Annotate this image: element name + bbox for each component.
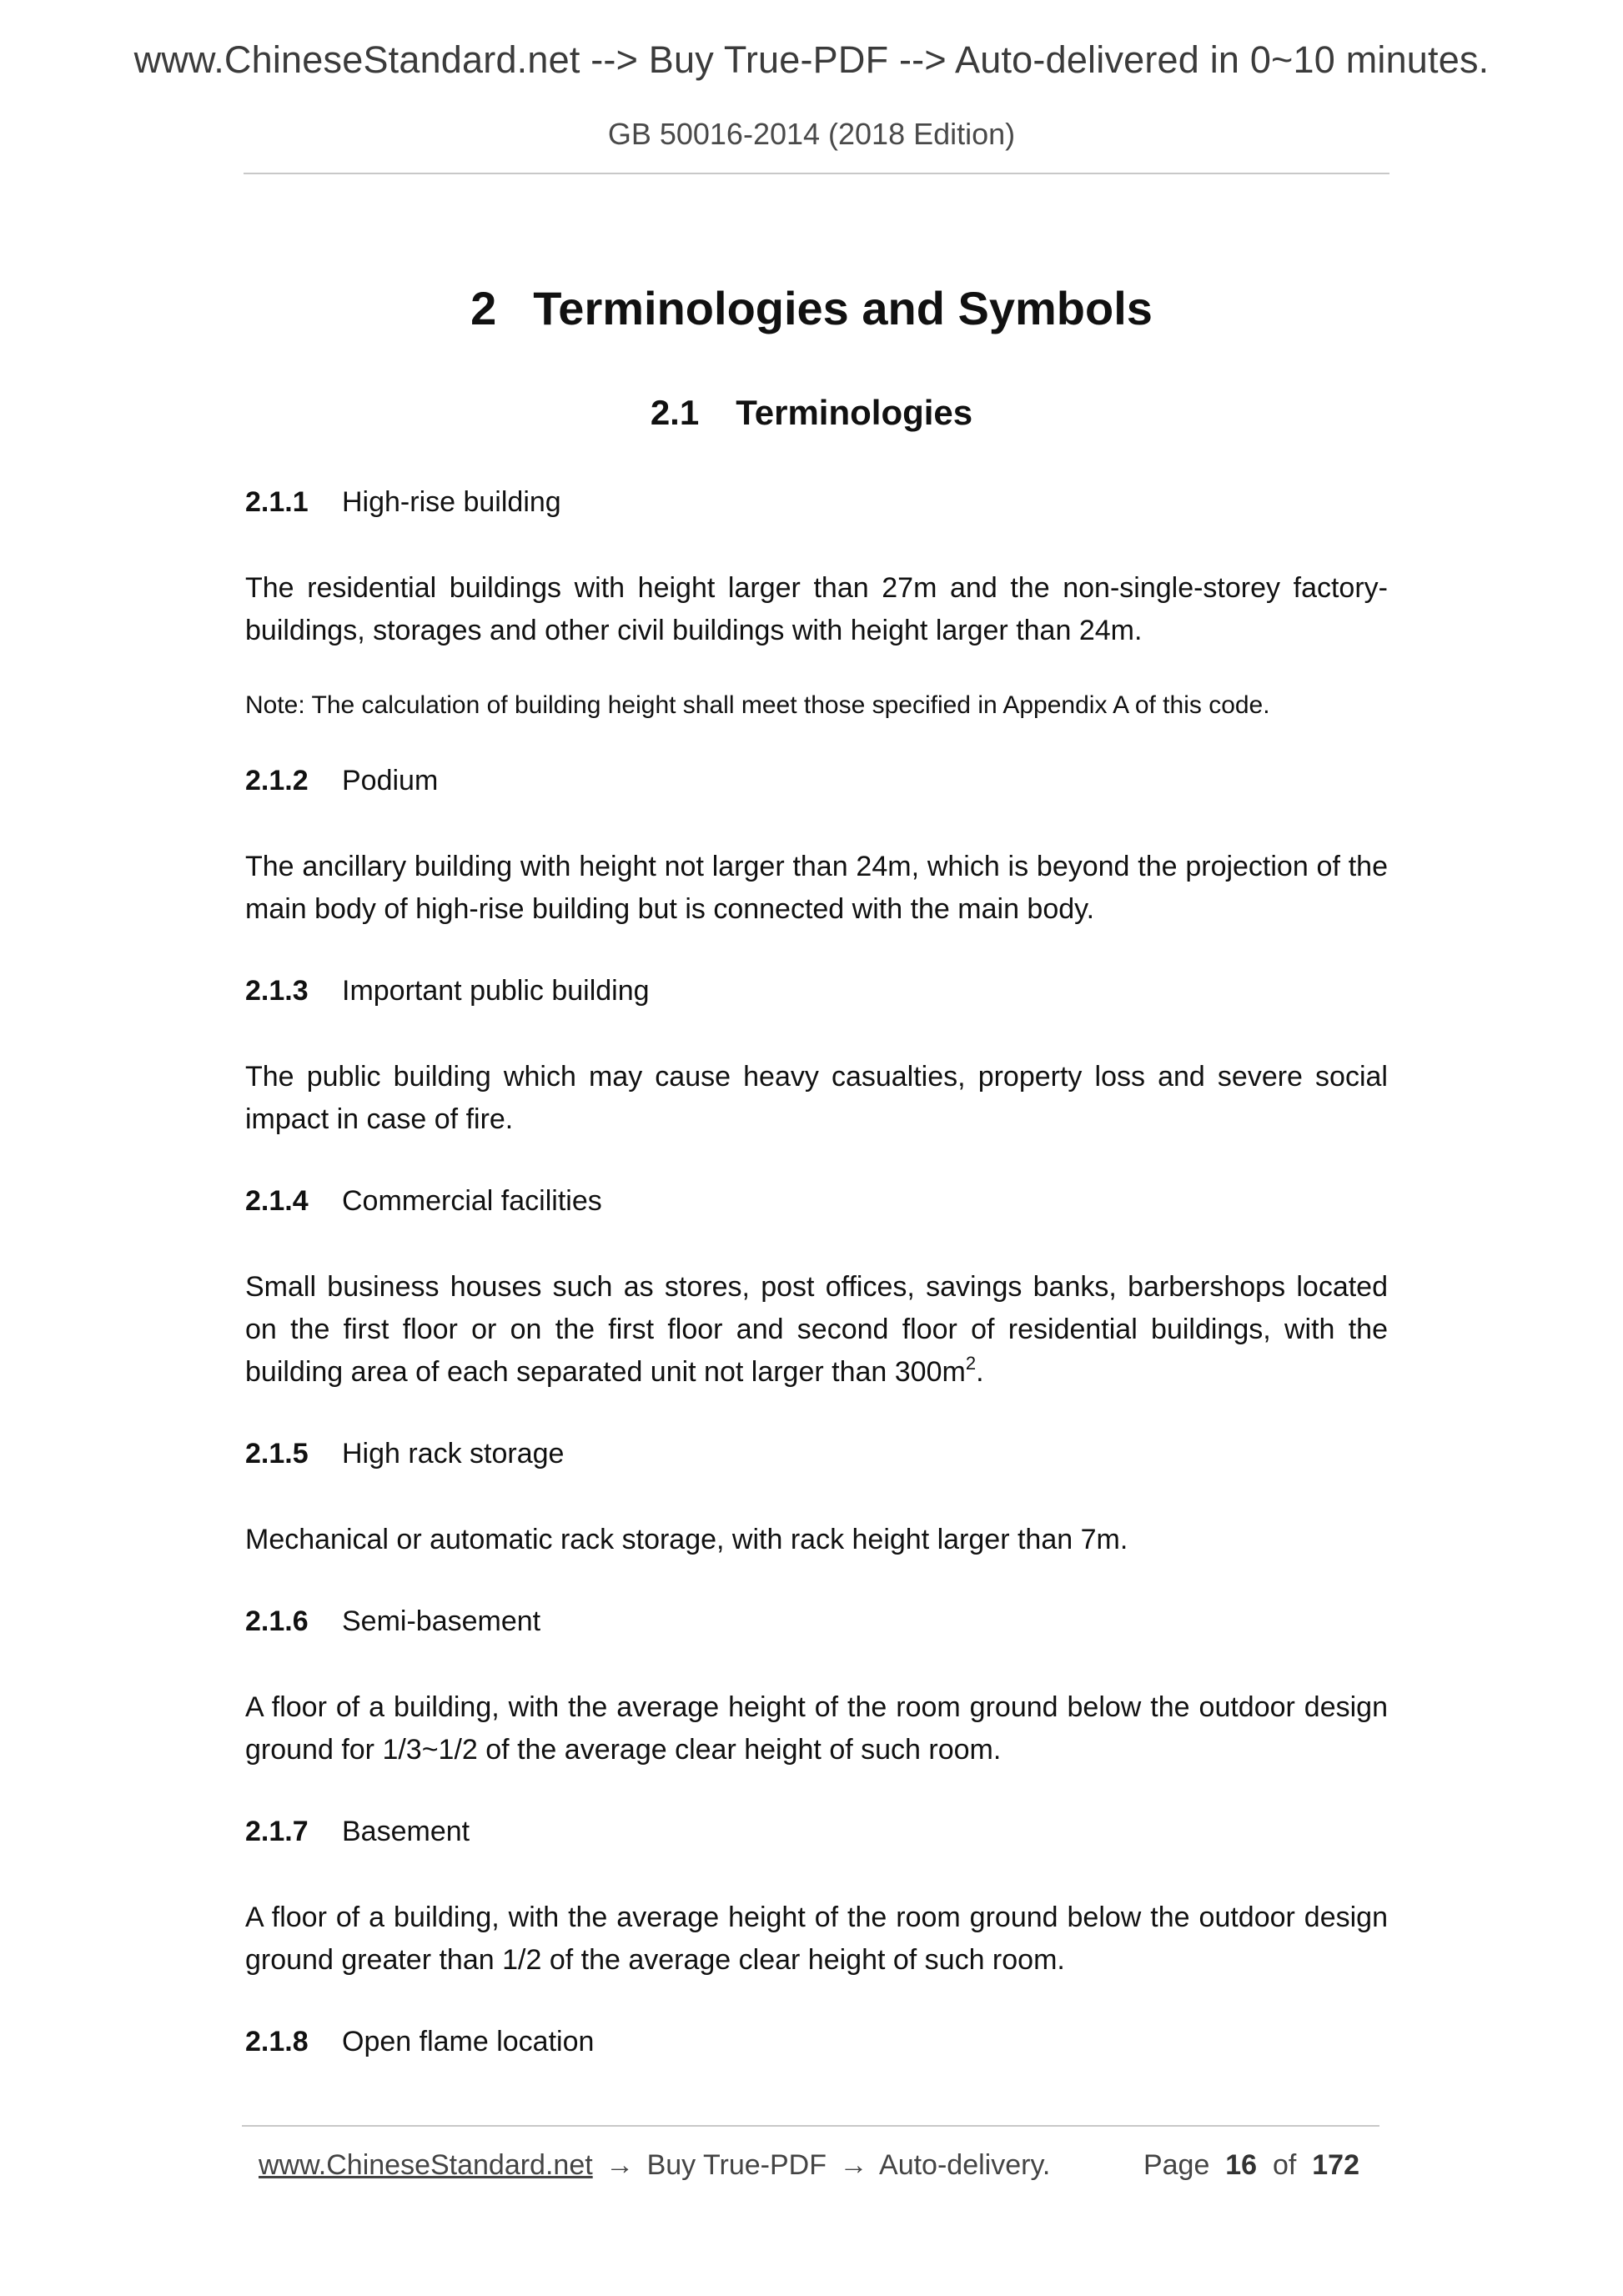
term-number: 2.1.5 (245, 1438, 309, 1470)
term-title: Commercial facilities (342, 1185, 602, 1217)
term-heading (245, 1811, 1388, 1851)
term-definition: The ancillary building with height not larger than 24m, which is beyond the projection of the main body of high-rise building but is connected with the main body. (245, 851, 1388, 925)
term-heading (245, 1181, 1388, 1221)
term-definition-text: Small business houses such as stores, post offices, savings banks, barbershops located on the first floor or on the first floor and second floor of residential buildings, with the building area of each separated unit not larger than 300m (245, 1271, 1388, 1388)
term-title: High rack storage (342, 1438, 565, 1470)
footer-divider (242, 2125, 1379, 2127)
page-total: 172 (1312, 2149, 1359, 2181)
term-heading (245, 482, 1388, 522)
section-number: 2.1 (650, 393, 700, 432)
chapter-title (0, 281, 1623, 335)
chapter-number: 2 (470, 282, 497, 334)
term-number: 2.1.8 (245, 2026, 309, 2057)
arrow-right-icon: → (605, 2149, 635, 2181)
term-title: Important public building (342, 975, 650, 1007)
arrow-right-icon: → (839, 2149, 868, 2181)
term-number: 2.1.6 (245, 1605, 309, 1637)
term-heading (245, 971, 1388, 1011)
term-title: Basement (342, 1816, 470, 1847)
term-title: Podium (342, 765, 439, 796)
term-heading (245, 2022, 1388, 2062)
term-title: High-rise building (342, 486, 561, 518)
page-footer (259, 2149, 1381, 2182)
term-note: Note: The calculation of building height shall meet those specified in Appendix A of this code. (245, 691, 1270, 719)
term-title: Semi-basement (342, 1605, 541, 1637)
footer-delivery-text: Auto-delivery. (879, 2149, 1051, 2181)
page-label: Page (1143, 2149, 1210, 2181)
term-number: 2.1.1 (245, 486, 309, 518)
footer-link[interactable]: www.ChineseStandard.net (259, 2149, 593, 2181)
section-title-text: Terminologies (736, 393, 973, 432)
terms-list (245, 482, 1388, 2107)
term-number: 2.1.4 (245, 1185, 309, 1217)
document-id: GB 50016-2014 (2018 Edition) (607, 117, 1016, 151)
superscript-exponent: 2 (965, 1353, 977, 1374)
term-heading (245, 1434, 1388, 1474)
term-definition: The residential buildings with height larger than 27m and the non-single-storey factory-buildings, storages and other civil buildings with height larger than 24m. (245, 572, 1388, 646)
term-definition: A floor of a building, with the average height of the room ground below the outdoor design ground greater than 1/2 of the average clear height of such room. (245, 1902, 1388, 1976)
chapter-title-text: Terminologies and Symbols (533, 282, 1153, 334)
term-definition: The public building which may cause heavy casualties, property loss and severe social impact in case of fire. (245, 1061, 1388, 1135)
header-divider (244, 173, 1389, 174)
section-title (0, 393, 1623, 433)
page-of-label: of (1273, 2149, 1297, 2181)
term-heading (245, 761, 1388, 801)
footer-buy-text: Buy True-PDF (646, 2149, 827, 2181)
term-heading (245, 1601, 1388, 1641)
term-number: 2.1.7 (245, 1816, 309, 1847)
term-title: Open flame location (342, 2026, 595, 2057)
top-banner[interactable]: www.ChineseStandard.net --> Buy True-PDF --> Auto-delivered in 0~10 minutes. (133, 38, 1490, 81)
page-current: 16 (1225, 2149, 1258, 2181)
term-definition: Mechanical or automatic rack storage, with rack height larger than 7m. (245, 1524, 1128, 1555)
term-number: 2.1.2 (245, 765, 309, 796)
term-definition: A floor of a building, with the average height of the room ground below the outdoor design ground for 1/3~1/2 of the average clear height of such room. (245, 1691, 1388, 1766)
page-indicator (1143, 2149, 1359, 2182)
term-number: 2.1.3 (245, 975, 309, 1007)
term-definition (245, 1266, 1388, 1394)
term-definition-end: . (976, 1356, 984, 1388)
